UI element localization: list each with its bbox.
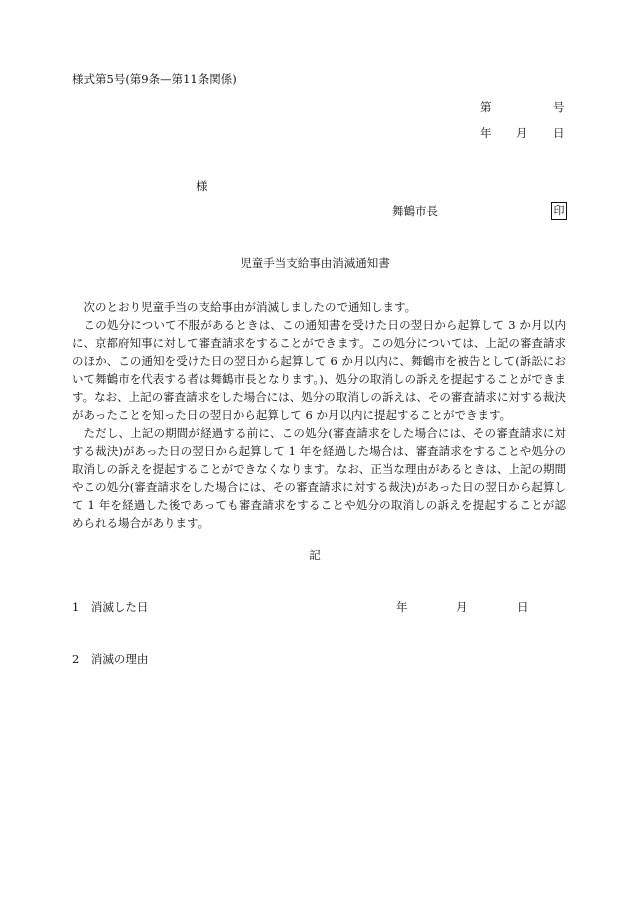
- item-extinction-date-month: 月: [456, 600, 468, 614]
- issue-date-month: 月: [516, 126, 528, 140]
- item-extinction-date-label: 1 消滅した日: [72, 600, 149, 614]
- notice-body: [72, 298, 566, 532]
- document-title: 児童手当支給事由消滅通知書: [240, 256, 390, 270]
- ki-heading: 記: [309, 548, 321, 562]
- body-paragraph: この処分について不服があるときは、この通知書を受けた日の翌日から起算して 3 か月以内に、京都府知事に対して審査請求をすることができます。この処分については、上記の審査請求のほか、この通知を受けた日の翌日から起算して 6 か月以内に、舞鶴市を被告として(訴訟において舞鶴市を代表する者は舞鶴市長となります。)、処分の取消しの訴えを提起することができます。なお、上記の審査請求をした場合には、処分の取消しの訴えは、その審査請求に対する裁決があったことを知った日の翌日から起算して 6 か月以内に提起することができます。: [72, 318, 566, 422]
- item-extinction-reason-label: 2 消滅の理由: [72, 652, 149, 666]
- form-number: 様式第5号(第9条—第11条関係): [72, 72, 237, 86]
- body-paragraph: ただし、上記の期間が経過する前に、この処分(審査請求をした場合には、その審査請求に対する裁決)があった日の翌日から起算して 1 年を経過した場合は、審査請求をすることや処分の取消しの訴えを提起することができなくなります。なお、正当な理由があるときは、上記の期間やこの処分(審査請求をした場合には、その審査請求に対する裁決)があった日の翌日から起算して 1 年を経過した後であっても審査請求をすることや処分の取消しの訴えを提起することが認められる場合があります。: [72, 426, 566, 530]
- issuer-name: 舞鶴市長: [392, 204, 438, 218]
- body-paragraph: 次のとおり児童手当の支給事由が消滅しましたので通知します。: [83, 300, 417, 314]
- issue-date-day: 日: [553, 126, 565, 140]
- item-extinction-date-day: 日: [517, 600, 529, 614]
- document-number-prefix: 第: [480, 100, 492, 114]
- seal-mark: 印: [551, 202, 567, 220]
- item-extinction-date-year: 年: [396, 600, 408, 614]
- document-number-suffix: 号: [553, 100, 565, 114]
- issue-date-year: 年: [480, 126, 492, 140]
- addressee-suffix: 様: [196, 179, 208, 193]
